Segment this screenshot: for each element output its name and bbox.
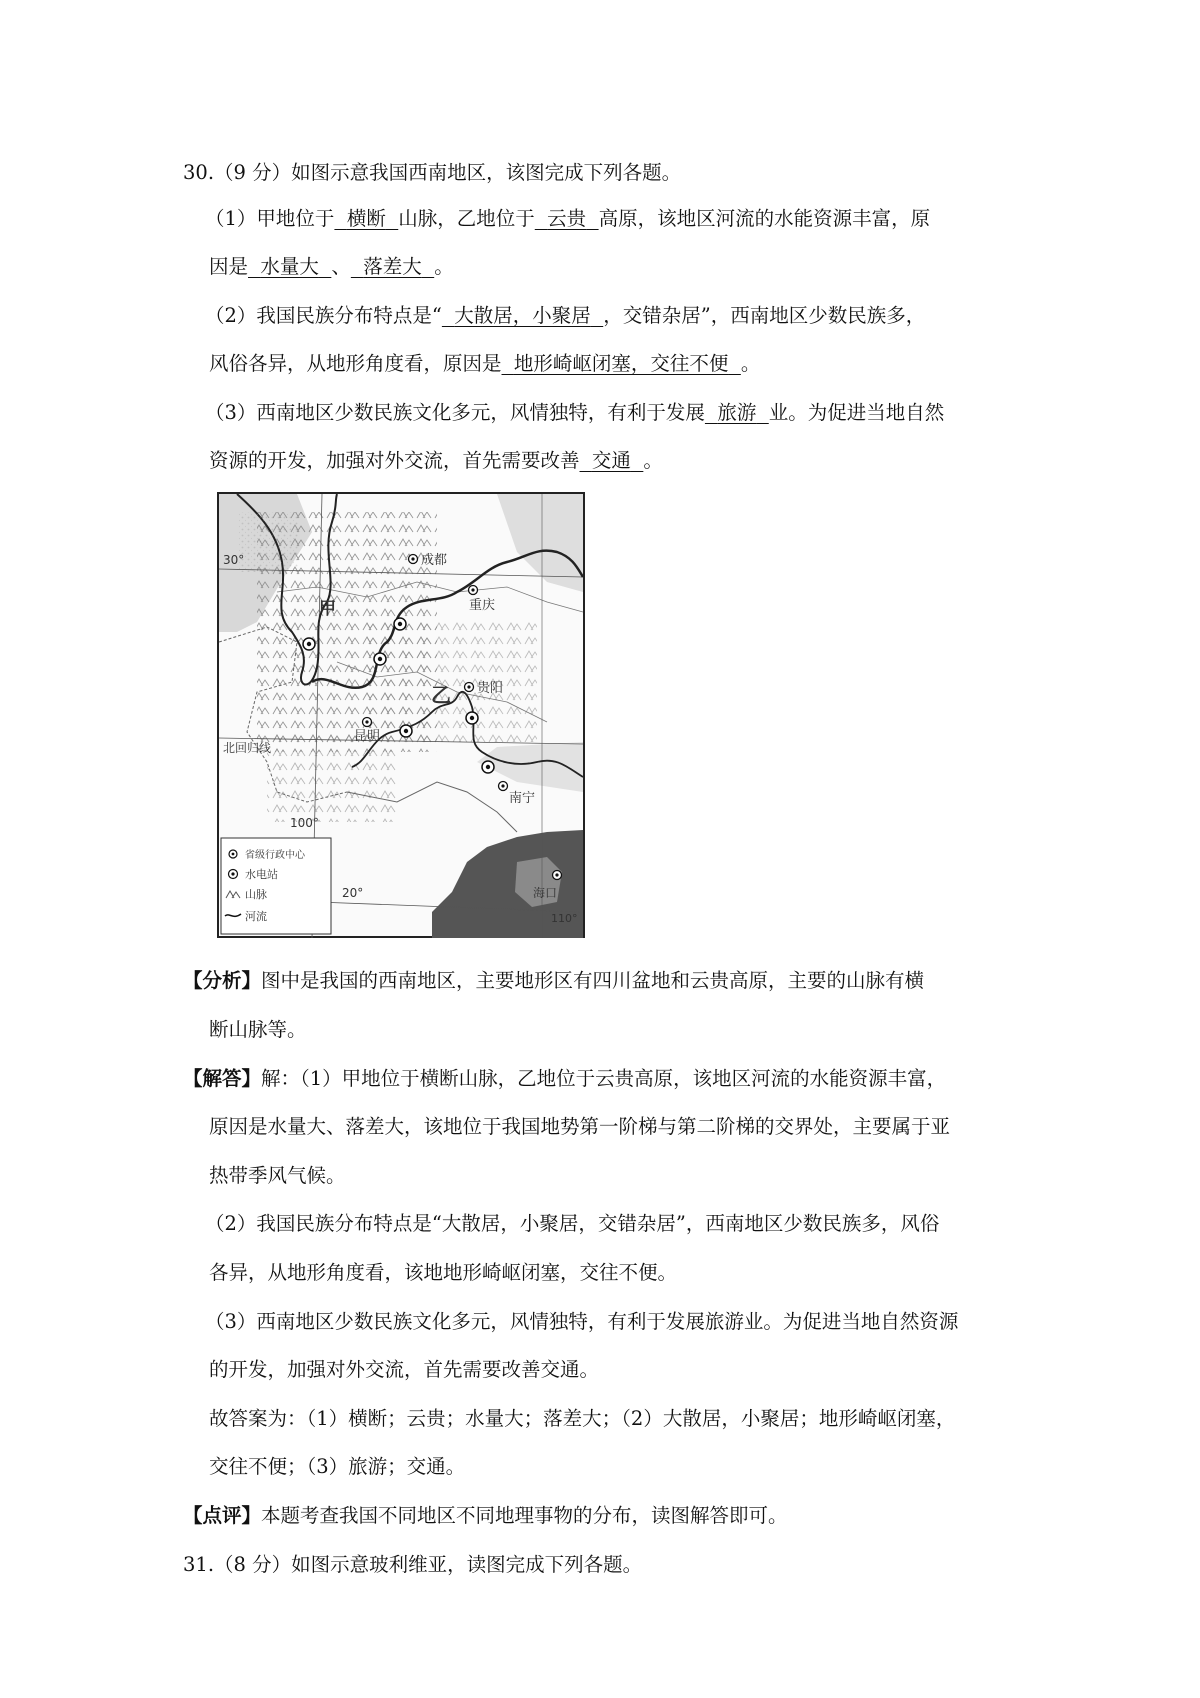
- hydropower-station-icon: [466, 712, 478, 724]
- text: 。: [643, 449, 663, 472]
- capital-chongqing-icon: [469, 586, 478, 595]
- q30-part3-line2: [209, 447, 663, 475]
- text: （1）甲地位于: [205, 207, 335, 230]
- text: 、: [331, 255, 351, 278]
- text: 业。为促进当地自然: [768, 401, 945, 424]
- blank-answer: 水量大: [260, 255, 319, 278]
- lon-label-100: 100°: [290, 816, 319, 830]
- blank-answer: 旅游: [717, 401, 757, 424]
- text: ，交错杂居”，西南地区少数民族多，: [603, 304, 926, 327]
- map-svg: [217, 492, 585, 938]
- hydropower-station-icon: [394, 618, 406, 630]
- text: 。: [434, 255, 454, 278]
- capital-guiyang-icon: [465, 683, 474, 692]
- answer-line3: 热带季风气候。: [209, 1164, 346, 1187]
- blank-answer: 云贵: [547, 207, 587, 230]
- southwest-china-map: [217, 492, 585, 938]
- text: 高原，该地区河流的水能资源丰富，原: [598, 207, 931, 230]
- answer-line4: （2）我国民族分布特点是“大散居，小聚居，交错杂居”，西南地区少数民族多，风俗: [205, 1212, 940, 1235]
- analysis-line2: 断山脉等。: [209, 1018, 307, 1041]
- city-label-nanning: 南宁: [509, 791, 536, 806]
- answer-line6: （3）西南地区少数民族文化多元，风情独特，有利于发展旅游业。为促进当地自然资源: [205, 1310, 959, 1333]
- q30-part3-line1: [205, 399, 944, 427]
- legend-item: 水电站: [245, 868, 278, 881]
- capital-kunming-icon: [363, 718, 372, 727]
- text: （3）西南地区少数民族文化多元，风情独特，有利于发展: [205, 401, 705, 424]
- analysis-tag: 【分析】: [183, 969, 262, 992]
- hydropower-station-icon: [482, 761, 494, 773]
- mountain-texture: [367, 622, 537, 742]
- city-label-guiyang: 贵阳: [477, 681, 504, 696]
- blank-answer: 地形崎岖闭塞，交往不便: [513, 352, 729, 375]
- capital-chengdu-icon: [409, 555, 418, 564]
- answer-line9: 交往不便；（3）旅游；交通。: [209, 1455, 466, 1478]
- mountain-texture: [267, 732, 397, 822]
- texture: [239, 512, 299, 572]
- answer-line1: [183, 1065, 946, 1093]
- city-label-haikou: 海口: [533, 886, 558, 900]
- text: 因是: [209, 255, 249, 278]
- hydropower-station-icon: [374, 653, 386, 665]
- text: 资源的开发，加强对外交流，首先需要改善: [209, 449, 580, 472]
- hydropower-station-icon: [400, 725, 412, 737]
- text: 。: [740, 352, 761, 375]
- text: （2）我国民族分布特点是“: [205, 304, 442, 327]
- city-label-chongqing: 重庆: [469, 598, 496, 613]
- text: 本题考查我国不同地区不同地理事物的分布，读图解答即可。: [261, 1504, 788, 1527]
- capital-haikou-icon: [553, 871, 562, 880]
- city-label-chengdu: 成都: [421, 553, 448, 568]
- answer-line7: 的开发，加强对外交流，首先需要改善交通。: [209, 1358, 600, 1381]
- q30-part2-line2: [209, 350, 760, 378]
- text: 风俗各异，从地形角度看，原因是: [209, 352, 502, 375]
- legend-item: 河流: [245, 910, 267, 923]
- city-label-kunming: 昆明: [354, 729, 381, 744]
- legend-item: 山脉: [245, 888, 267, 901]
- hydropower-station-icon: [303, 638, 315, 650]
- capital-nanning-icon: [499, 782, 508, 791]
- question-31-header: 31.（8 分）如图示意玻利维亚，读图完成下列各题。: [183, 1553, 643, 1576]
- blank-answer: 横断: [346, 207, 386, 230]
- place-label-jia: 甲: [319, 599, 336, 619]
- question-30-header: 30.（9 分）如图示意我国西南地区，该图完成下列各题。: [183, 161, 682, 184]
- analysis-line1: [183, 967, 924, 995]
- comment-tag: 【点评】: [183, 1504, 262, 1527]
- text: 解：（1）甲地位于横断山脉，乙地位于云贵高原，该地区河流的水能资源丰富，: [261, 1067, 947, 1090]
- legend-item: 省级行政中心: [245, 850, 305, 861]
- comment-line: [183, 1502, 788, 1530]
- q30-part1-line2: [209, 253, 454, 281]
- tropic-label: 北回归线: [223, 741, 272, 755]
- map-legend: [221, 838, 331, 934]
- answer-tag: 【解答】: [183, 1067, 262, 1090]
- answer-line5: 各异，从地形角度看，该地地形崎岖闭塞，交往不便。: [209, 1261, 678, 1284]
- blank-answer: 落差大: [363, 255, 422, 278]
- text: 山脉，乙地位于: [398, 207, 535, 230]
- answer-line2: 原因是水量大、落差大，该地位于我国地势第一阶梯与第二阶梯的交界处，主要属于亚: [209, 1115, 951, 1138]
- lat-label-30: 30°: [223, 553, 245, 567]
- place-label-yi: 乙: [431, 683, 451, 707]
- lat-label-20: 20°: [342, 886, 364, 900]
- blank-answer: 大散居，小聚居: [454, 304, 591, 327]
- q30-part1-line1: [205, 205, 930, 233]
- text: 图中是我国的西南地区，主要地形区有四川盆地和云贵高原，主要的山脉有横: [261, 969, 925, 992]
- lon-label-110: 110°: [551, 912, 578, 925]
- q30-part2-line1: [205, 302, 925, 330]
- blank-answer: 交通: [591, 449, 631, 472]
- answer-line8: 故答案为：（1）横断；云贵；水量大；落差大；（2）大散居，小聚居；地形崎岖闭塞，: [209, 1407, 956, 1430]
